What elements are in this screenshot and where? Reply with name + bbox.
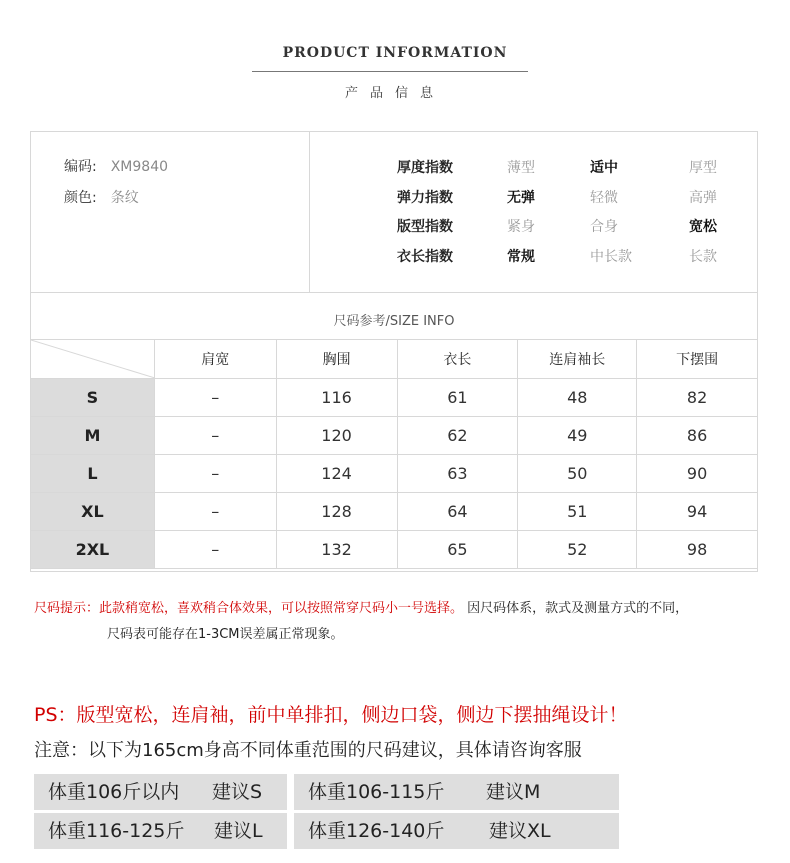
- table-cell: 51: [518, 493, 637, 531]
- index-option: 厚型: [689, 160, 717, 176]
- recommendation-box: [294, 774, 619, 810]
- rec-weight: 体重106斤以内: [48, 781, 180, 803]
- size-tip: [34, 597, 688, 616]
- product-info-box: [30, 131, 758, 293]
- table-cell: 128: [276, 493, 397, 531]
- column-header: 肩宽: [154, 340, 276, 379]
- recommendation-box: [34, 813, 287, 849]
- column-header: 下摆围: [637, 340, 758, 379]
- index-label: 版型指数: [397, 219, 453, 235]
- table-cell: 49: [518, 417, 637, 455]
- index-option: 合身: [590, 219, 618, 235]
- index-option: 中长款: [590, 249, 632, 265]
- index-option: 轻微: [590, 190, 618, 206]
- table-cell: 64: [397, 493, 518, 531]
- product-color: [64, 187, 139, 207]
- size-tip-line2: 尺码表可能存在1-3CM误差属正常现象。: [107, 627, 344, 642]
- table-cell: 116: [276, 379, 397, 417]
- product-code: [64, 156, 168, 176]
- color-value: 条纹: [110, 190, 139, 206]
- index-option: 薄型: [507, 160, 535, 176]
- attention-note: 注意：以下为165cm身高不同体重范围的尺码建议，具体请咨询客服: [34, 740, 582, 761]
- table-cell: –: [154, 531, 276, 569]
- table-cell: 48: [518, 379, 637, 417]
- table-cell: 86: [637, 417, 758, 455]
- ps-note: PS：版型宽松，连肩袖，前中单排扣，侧边口袋，侧边下摆抽绳设计！: [34, 704, 628, 726]
- index-option-selected: 无弹: [507, 190, 535, 206]
- size-tip-black: 因尺码体系，款式及测量方式的不同，: [467, 601, 689, 616]
- rec-weight: 体重116-125斤: [48, 820, 185, 842]
- section-title-cn: 产品信息: [344, 86, 445, 101]
- index-option-selected: 常规: [507, 249, 535, 265]
- table-cell: 120: [276, 417, 397, 455]
- table-row: [31, 455, 758, 493]
- code-value: XM9840: [110, 159, 169, 175]
- column-header: 连肩袖长: [518, 340, 637, 379]
- table-row: [31, 531, 758, 569]
- index-option: 长款: [689, 249, 717, 265]
- table-cell: 82: [637, 379, 758, 417]
- table-cell: 98: [637, 531, 758, 569]
- column-header: 衣长: [397, 340, 518, 379]
- table-cell: –: [154, 417, 276, 455]
- table-cell: –: [154, 455, 276, 493]
- size-table-header: [31, 340, 758, 379]
- corner-diagonal: [31, 340, 155, 378]
- table-cell: –: [154, 493, 276, 531]
- table-cell: –: [154, 379, 276, 417]
- index-label: 衣长指数: [397, 249, 453, 265]
- size-label: L: [31, 455, 155, 493]
- index-option: 高弹: [689, 190, 717, 206]
- index-option-selected: 适中: [590, 160, 618, 176]
- rec-suggest: 建议L: [214, 820, 263, 842]
- table-cell: 65: [397, 531, 518, 569]
- table-cell: 61: [397, 379, 518, 417]
- size-info-title: 尺码参考/SIZE INFO: [333, 314, 455, 329]
- rec-suggest: 建议XL: [489, 820, 551, 842]
- table-cell: 62: [397, 417, 518, 455]
- table-cell: 124: [276, 455, 397, 493]
- table-cell: 63: [397, 455, 518, 493]
- recommendation-box: [34, 774, 287, 810]
- index-label: 弹力指数: [397, 190, 453, 206]
- index-option: 紧身: [507, 219, 535, 235]
- table-row: [31, 379, 758, 417]
- table-cell: 90: [637, 455, 758, 493]
- recommendation-box: [294, 813, 619, 849]
- table-row: [31, 417, 758, 455]
- index-label: 厚度指数: [397, 160, 453, 176]
- section-title-en: PRODUCT INFORMATION: [282, 45, 508, 61]
- corner-cell: [31, 340, 155, 379]
- rec-weight: 体重126-140斤: [308, 820, 445, 842]
- rec-suggest: 建议S: [212, 781, 263, 803]
- size-label: M: [31, 417, 155, 455]
- size-table: [30, 339, 758, 569]
- color-label: 颜色:: [64, 190, 97, 206]
- table-cell: 132: [276, 531, 397, 569]
- size-label: S: [31, 379, 155, 417]
- rec-weight: 体重106-115斤: [308, 781, 445, 803]
- size-label: 2XL: [31, 531, 155, 569]
- code-label: 编码:: [64, 159, 97, 175]
- table-row: [31, 493, 758, 531]
- info-divider: [309, 132, 310, 292]
- column-header: 胸围: [276, 340, 397, 379]
- size-tip-red: 尺码提示：此款稍宽松，喜欢稍合体效果，可以按照常穿尺码小一号选择。: [34, 601, 464, 616]
- table-cell: 94: [637, 493, 758, 531]
- index-option-selected: 宽松: [689, 219, 717, 235]
- rec-suggest: 建议M: [486, 781, 541, 803]
- title-divider: [252, 71, 528, 72]
- table-cell: 52: [518, 531, 637, 569]
- table-cell: 50: [518, 455, 637, 493]
- size-label: XL: [31, 493, 155, 531]
